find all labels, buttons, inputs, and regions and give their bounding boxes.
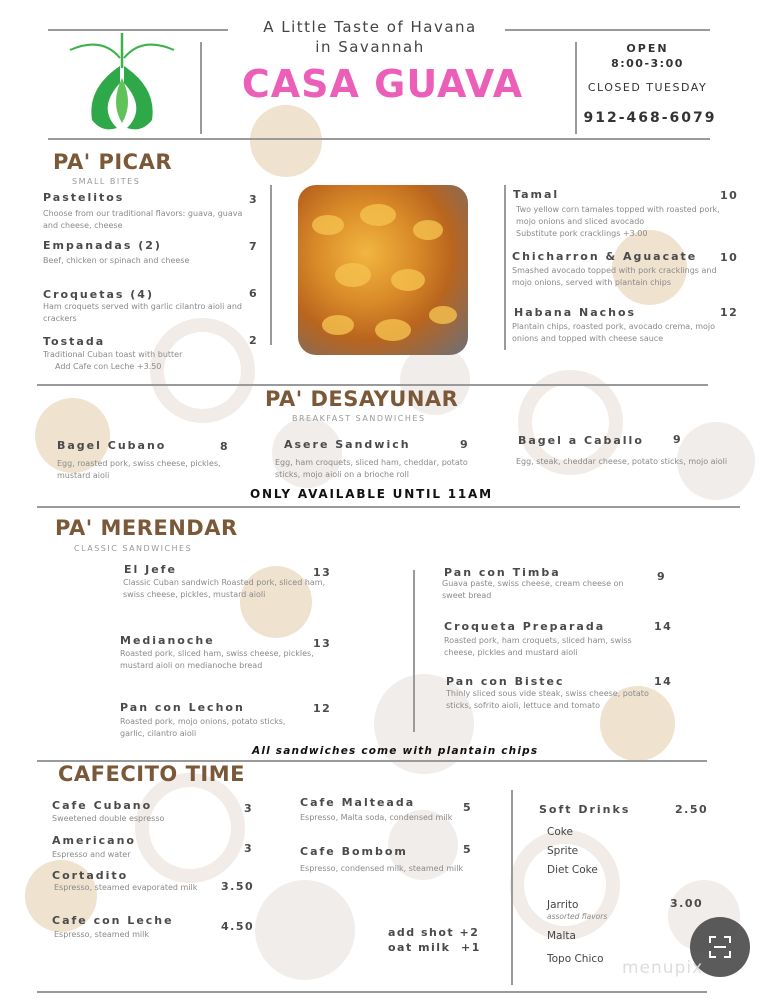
menu-item-desc: Espresso, Malta soda, condensed milk bbox=[300, 813, 453, 822]
section-subtitle: SMALL BITES bbox=[72, 177, 141, 186]
drink-note: assorted flavors bbox=[547, 912, 608, 921]
menu-item-desc: Traditional Cuban toast with butter bbox=[43, 350, 183, 359]
menu-item-name: Asere Sandwich bbox=[284, 438, 411, 451]
open-label: OPEN bbox=[626, 42, 669, 55]
logo-icon bbox=[62, 28, 182, 136]
menu-item-name: Pan con Bistec bbox=[446, 675, 565, 688]
deco-circle bbox=[250, 105, 322, 177]
availability-note: ONLY AVAILABLE UNTIL 11AM bbox=[250, 487, 493, 501]
drink-item: Jarrito bbox=[547, 899, 579, 911]
menu-item-desc: Egg, steak, cheddar cheese, potato sticks, mojo aioli bbox=[516, 457, 728, 466]
menu-item-price: 3.50 bbox=[221, 880, 255, 893]
menu-item-name: Pan con Lechon bbox=[120, 701, 245, 714]
menu-item-price: 9 bbox=[673, 433, 683, 446]
menu-item-addon: Substitute pork cracklings +3.00 bbox=[516, 229, 648, 238]
menu-item-price: 10 bbox=[720, 251, 739, 264]
divider bbox=[511, 790, 513, 985]
menu-item-name: Bagel a Caballo bbox=[518, 434, 644, 447]
menu-item-desc: Roasted pork, ham croquets, sliced ham, swiss cheese, pickles and mustard aioli bbox=[444, 636, 632, 657]
menu-item-price: 9 bbox=[657, 570, 667, 583]
closed-day: CLOSED TUESDAY bbox=[587, 81, 708, 94]
menu-item-name: Pan con Timba bbox=[444, 566, 561, 579]
menu-item-desc: Smashed avocado topped with pork cracklings and mojo onions, served with plantain chips bbox=[512, 266, 717, 287]
menu-item-price: 5 bbox=[463, 843, 473, 856]
menu-item-price: 2 bbox=[249, 334, 259, 347]
menu-item-name: Tamal bbox=[513, 188, 560, 201]
menu-item-name: Americano bbox=[52, 834, 136, 847]
menu-item-price: 10 bbox=[720, 189, 739, 202]
menu-item-addon: Add Cafe con Leche +3.50 bbox=[55, 362, 162, 371]
divider bbox=[37, 384, 708, 386]
menu-item-desc: Egg, ham croquets, sliced ham, cheddar, potato sticks, mojo aioli on a brioche roll bbox=[275, 458, 468, 479]
menu-item-name: Cortadito bbox=[52, 869, 129, 882]
watermark: menupix bbox=[622, 958, 704, 978]
menu-item-desc: Ham croquets served with garlic cilantro aioli and crackers bbox=[43, 302, 242, 323]
food-photo bbox=[298, 185, 468, 355]
menu-item-desc: Plantain chips, roasted pork, avocado crema, mojo onions and topped with cheese sauce bbox=[512, 322, 716, 343]
divider bbox=[413, 570, 415, 732]
section-subtitle: BREAKFAST SANDWICHES bbox=[292, 414, 426, 423]
menu-item-desc: Beef, chicken or spinach and cheese bbox=[43, 256, 190, 265]
drink-item: Topo Chico bbox=[547, 953, 604, 965]
menu-item-name: Chicharron & Aguacate bbox=[512, 250, 698, 263]
addon-price: oat milk +1 bbox=[388, 941, 481, 954]
jarrito-price: 3.00 bbox=[670, 897, 704, 910]
menu-item-price: 3 bbox=[244, 842, 254, 855]
drink-item: Sprite bbox=[547, 845, 579, 857]
menu-item-name: Cafe con Leche bbox=[52, 914, 174, 927]
menu-item-price: 8 bbox=[220, 440, 230, 453]
section-title: PA' DESAYUNAR bbox=[265, 387, 459, 411]
divider bbox=[37, 506, 740, 508]
menu-item-price: 14 bbox=[654, 675, 673, 688]
menu-item-desc: Classic Cuban sandwich Roasted pork, sliced ham, swiss cheese, pickles, mustard aioli bbox=[123, 578, 326, 599]
menu-item-name: Medianoche bbox=[120, 634, 215, 647]
drink-item: Malta bbox=[547, 930, 576, 942]
menu-item-price: 13 bbox=[313, 566, 332, 579]
divider bbox=[270, 185, 272, 345]
menu-item-desc: Espresso and water bbox=[52, 850, 131, 859]
menu-item-desc: Guava paste, swiss cheese, cream cheese on sweet bread bbox=[442, 579, 624, 600]
menu-item-desc: Roasted pork, mojo onions, potato sticks, garlic, cilantro aioli bbox=[120, 717, 286, 738]
section-title: PA' MERENDAR bbox=[55, 516, 238, 540]
divider bbox=[504, 185, 506, 350]
menu-item-desc: Two yellow corn tamales topped with roasted pork, mojo onions and sliced avocado bbox=[516, 205, 720, 226]
menu-item-name: Cafe Bombom bbox=[300, 845, 408, 858]
menu-item-price: 6 bbox=[249, 287, 259, 300]
menu-item-price: 9 bbox=[460, 438, 470, 451]
drink-item: Coke bbox=[547, 826, 573, 838]
menu-item-name: Croquetas (4) bbox=[43, 288, 154, 301]
menu-item-desc: Choose from our traditional flavors: guava, guava and cheese, cheese bbox=[43, 209, 243, 230]
phone[interactable]: 912-468-6079 bbox=[583, 110, 717, 126]
menu-item-price: 4.50 bbox=[221, 920, 255, 933]
menu-item-price: 3 bbox=[249, 193, 259, 206]
menu-item-name: Empanadas (2) bbox=[43, 239, 162, 252]
deco-circle bbox=[255, 880, 355, 980]
drink-item: Diet Coke bbox=[547, 864, 598, 876]
tagline: A Little Taste of Havana bbox=[263, 18, 477, 36]
section-title: CAFECITO TIME bbox=[58, 762, 245, 786]
menu-item-name: Cafe Malteada bbox=[300, 796, 416, 809]
menu-item-price: 12 bbox=[313, 702, 332, 715]
menu-item-desc: Sweetened double espresso bbox=[52, 814, 165, 823]
menu-item-name: Cafe Cubano bbox=[52, 799, 153, 812]
menu-item-desc: Espresso, condensed milk, steamed milk bbox=[300, 864, 464, 873]
addon-price: add shot +2 bbox=[388, 926, 480, 939]
soft-drinks-title: Soft Drinks bbox=[539, 803, 631, 816]
deco-ring bbox=[150, 318, 255, 423]
menu-item-price: 13 bbox=[313, 637, 332, 650]
menu-item-name: Croqueta Preparada bbox=[444, 620, 606, 633]
menu-item-price: 3 bbox=[244, 802, 254, 815]
section-subtitle: CLASSIC SANDWICHES bbox=[74, 544, 193, 553]
menu-item-name: El Jefe bbox=[124, 563, 177, 576]
menu-item-price: 5 bbox=[463, 801, 473, 814]
menu-item-price: 7 bbox=[249, 240, 259, 253]
restaurant-name: CASA GUAVA bbox=[241, 62, 524, 106]
menu-item-desc: Espresso, steamed evaporated milk bbox=[54, 883, 198, 892]
soft-drinks-price: 2.50 bbox=[675, 803, 709, 816]
menu-item-desc: Roasted pork, sliced ham, swiss cheese, pickles, mustard aioli on medianoche bread bbox=[120, 649, 314, 670]
hours: 8:00-3:00 bbox=[611, 57, 684, 70]
divider bbox=[575, 42, 577, 134]
divider bbox=[37, 991, 707, 993]
menu-item-name: Pastelitos bbox=[43, 191, 125, 204]
section-title: PA' PICAR bbox=[53, 150, 172, 174]
menu-item-name: Tostada bbox=[43, 335, 106, 348]
menu-item-price: 14 bbox=[654, 620, 673, 633]
menu-item-desc: Thinly sliced sous vide steak, swiss cheese, potato sticks, sofrito aioli, lettuce and tomato bbox=[446, 689, 649, 710]
divider bbox=[48, 138, 710, 140]
sandwich-note: All sandwiches come with plantain chips bbox=[252, 745, 539, 757]
menu-item-desc: Egg, roasted pork, swiss cheese, pickles, mustard aioli bbox=[57, 459, 221, 480]
menu-item-name: Habana Nachos bbox=[514, 306, 637, 319]
tagline: in Savannah bbox=[315, 38, 425, 56]
menu-item-price: 12 bbox=[720, 306, 739, 319]
deco-ring bbox=[135, 773, 245, 883]
menu-item-desc: Espresso, steamed milk bbox=[54, 930, 149, 939]
menu-item-name: Bagel Cubano bbox=[57, 439, 167, 452]
